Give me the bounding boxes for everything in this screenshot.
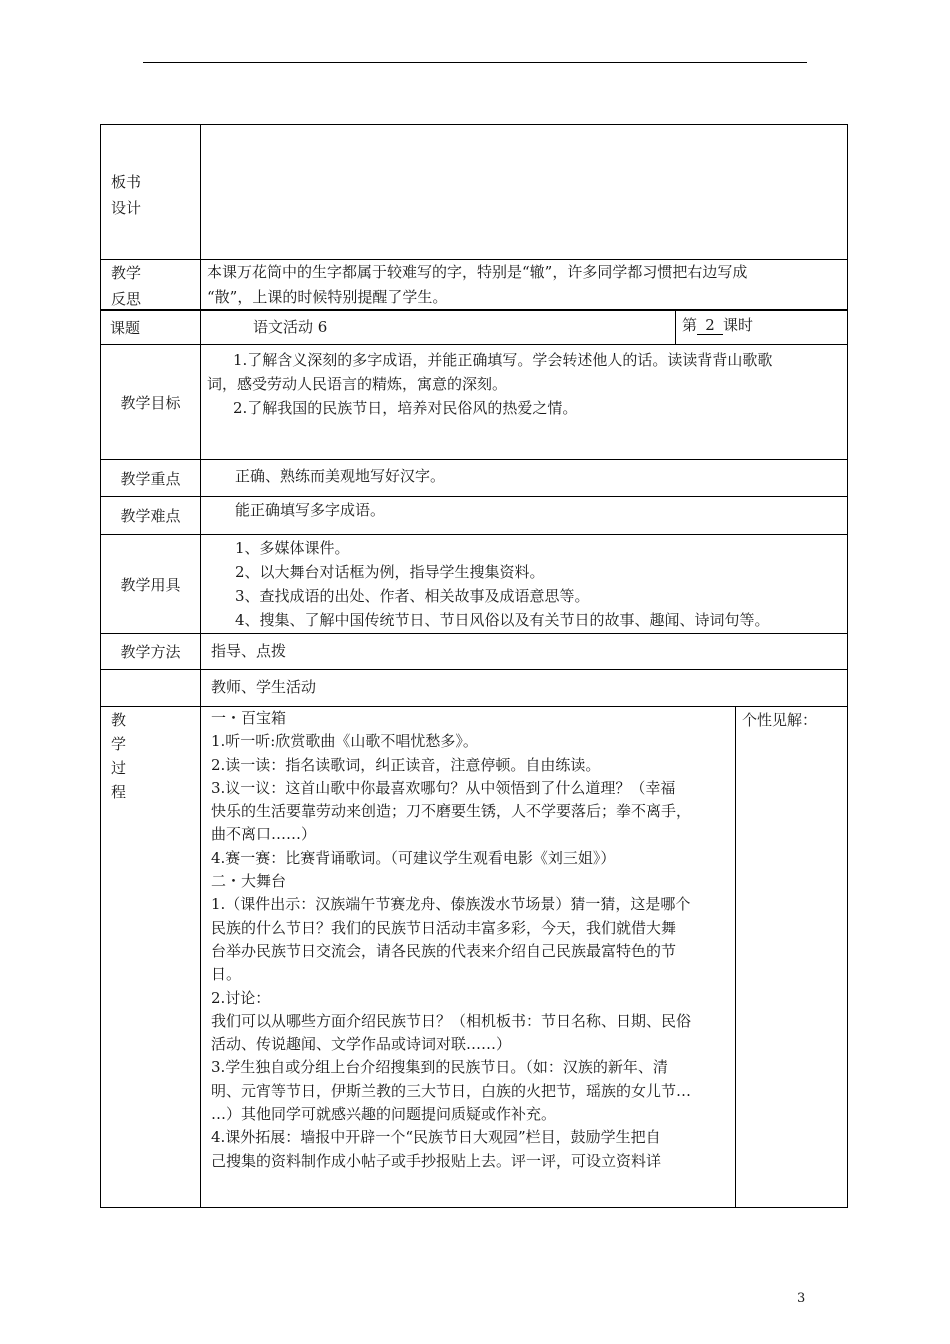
- key-points-content: 正确、熟练而美观地写好汉字。: [200, 459, 848, 496]
- tools-item: 4、搜集、了解中国传统节日、节日风俗以及有关节日的故事、趣闻、诗词句等。: [235, 611, 770, 629]
- difficulties-label: 教学难点: [100, 496, 200, 534]
- activities-header-blank: [100, 669, 200, 706]
- activities-header: 教师、学生活动: [200, 669, 848, 706]
- objectives-label: 教学目标: [100, 344, 200, 459]
- process-line: 明、元宵等节日，伊斯兰教的三大节日，白族的火把节，瑶族的女儿节…: [211, 1081, 692, 1100]
- personal-view: 个性见解：: [735, 706, 848, 1208]
- process-label: 教 学 过 程: [100, 706, 200, 1208]
- process-line: 活动、传说趣闻、文学作品或诗词对联……）: [211, 1035, 512, 1054]
- board-design-label: 板书 设计: [100, 124, 200, 259]
- process-line: 2.讨论：: [211, 988, 271, 1007]
- process-line: 曲不离口……）: [211, 825, 317, 844]
- process-line: 民族的什么节日？我们的民族节日活动丰富多彩，今天，我们就借大舞: [211, 918, 677, 937]
- process-line: …）其他同学可就感兴趣的问题提问质疑或作补充。: [211, 1105, 557, 1124]
- process-line: 台举办民族节日交流会，请各民族的代表来介绍自己民族最富特色的节: [211, 941, 677, 960]
- lesson-number: 第 2 课时: [675, 309, 848, 344]
- key-points-label: 教学重点: [100, 459, 200, 496]
- process-line: 1.（课件出示：汉族端午节赛龙舟、傣族泼水节场景）猜一猜，这是哪个: [211, 895, 691, 914]
- topic-value: 语文活动 6: [200, 309, 675, 344]
- tools-content: [200, 534, 848, 633]
- process-line: 我们可以从哪些方面介绍民族节日？（相机板书：节日名称、日期、民俗: [211, 1011, 692, 1030]
- process-line: 4.赛一赛：比赛背诵歌词。（可建议学生观看电影《刘三姐》）: [211, 848, 616, 867]
- methods-content: 指导、点拨: [200, 633, 848, 669]
- tools-label: 教学用具: [100, 534, 200, 633]
- process-line: 一・百宝箱: [211, 709, 287, 727]
- process-line: 4.课外拓展：墙报中开辟一个“民族节日大观园”栏目，鼓励学生把自: [211, 1128, 661, 1147]
- process-line: 3.议一议：这首山歌中你最喜欢哪句？从中领悟到了什么道理？（幸福: [211, 778, 676, 797]
- page-number: 3: [797, 1291, 806, 1306]
- process-line: 3.学生独自或分组上台介绍搜集到的民族节日。（如：汉族的新年、清: [211, 1058, 668, 1077]
- reflection-label: 教学 反思: [100, 259, 200, 309]
- reflection-content: 本课万花筒中的生字都属于较难写的字，特别是“辙”，许多同学都习惯把右边写成 “散”，上课的时候特别提醒了学生。: [200, 259, 848, 309]
- board-design-content: [200, 124, 848, 259]
- process-line: 己搜集的资料制作成小帖子或手抄报贴上去。评一评，可设立资料详: [211, 1151, 662, 1170]
- process-line: 1.听一听:欣赏歌曲《山歌不唱忧愁多》。: [211, 732, 478, 751]
- lesson-number-value: 2: [697, 316, 723, 335]
- methods-label: 教学方法: [100, 633, 200, 669]
- process-content: [200, 706, 735, 1208]
- lesson-plan-table: [100, 124, 848, 1208]
- tools-item: 3、查找成语的出处、作者、相关故事及成语意思等。: [235, 587, 590, 605]
- tools-item: 1、多媒体课件。: [235, 539, 350, 557]
- objectives-content: 1.了解含义深刻的多字成语，并能正确填写。学会转述他人的话。读读背背山歌歌 词，感受劳动人民语言的精炼，寓意的深刻。 2.了解我国的民族节日，培养对民俗风的热爱之情。: [200, 344, 848, 459]
- tools-item: 2、以大舞台对话框为例，指导学生搜集资料。: [235, 563, 545, 581]
- process-line: 2.读一读：指名读歌词，纠正读音，注意停顿。自由练读。: [211, 755, 601, 774]
- process-line: 日。: [211, 965, 242, 984]
- topic-label: 课题: [100, 309, 200, 344]
- header-rule: [143, 62, 807, 63]
- process-line: 二・大舞台: [211, 872, 287, 891]
- difficulties-content: 能正确填写多字成语。: [200, 496, 848, 534]
- process-line: 快乐的生活要靠劳动来创造；刀不磨要生锈，人不学要落后；拳不离手，: [211, 802, 692, 821]
